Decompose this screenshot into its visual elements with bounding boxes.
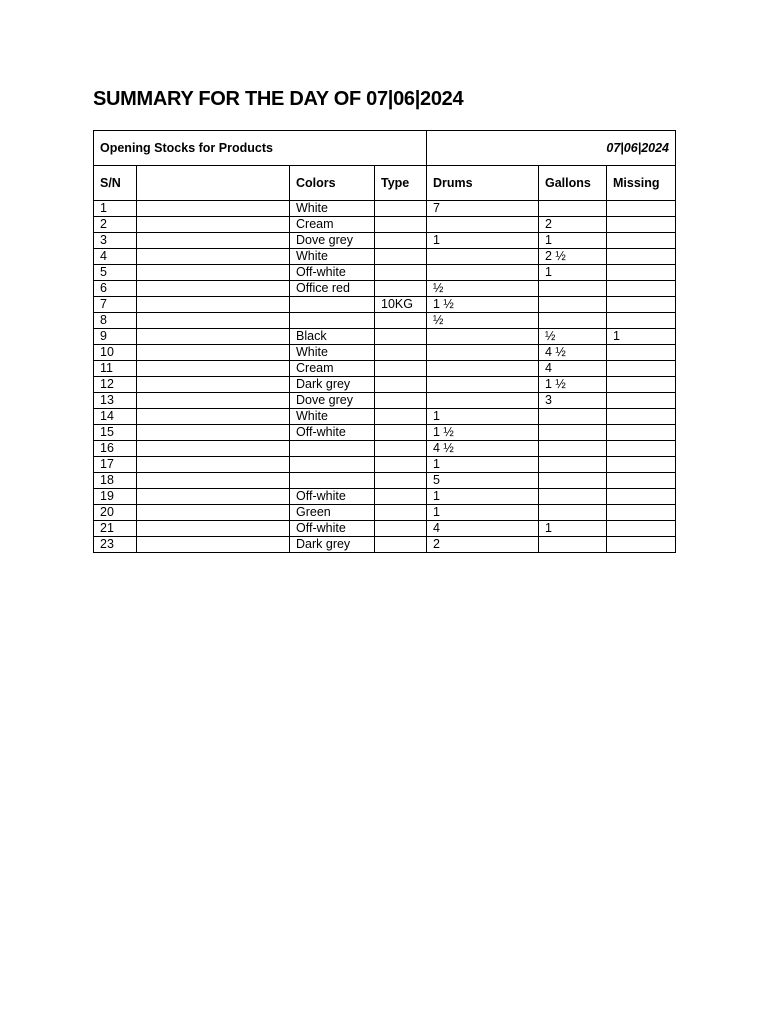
table-row xyxy=(94,217,676,233)
cell-missing xyxy=(607,521,676,537)
cell-gallons: 1 xyxy=(539,233,607,249)
table-row xyxy=(94,265,676,281)
cell-colors xyxy=(290,457,375,473)
cell-sn: 7 xyxy=(94,297,137,313)
cell-sn: 5 xyxy=(94,265,137,281)
cell-missing xyxy=(607,265,676,281)
cell-type xyxy=(375,425,427,441)
cell-type xyxy=(375,473,427,489)
cell-drums: 4 xyxy=(427,521,539,537)
table-row xyxy=(94,201,676,217)
cell-sn: 1 xyxy=(94,201,137,217)
cell-colors: Green xyxy=(290,505,375,521)
cell-gallons: 3 xyxy=(539,393,607,409)
cell-colors: Dark grey xyxy=(290,537,375,553)
cell-sn: 20 xyxy=(94,505,137,521)
cell-missing xyxy=(607,201,676,217)
table-row xyxy=(94,393,676,409)
cell-blank xyxy=(137,345,290,361)
cell-colors: Off-white xyxy=(290,265,375,281)
cell-drums: 1 ½ xyxy=(427,297,539,313)
cell-blank xyxy=(137,249,290,265)
cell-drums xyxy=(427,361,539,377)
cell-drums xyxy=(427,393,539,409)
cell-colors: Cream xyxy=(290,217,375,233)
cell-missing xyxy=(607,457,676,473)
column-header-colors: Colors xyxy=(290,166,375,201)
table-row xyxy=(94,361,676,377)
cell-drums: 1 xyxy=(427,233,539,249)
cell-colors: White xyxy=(290,249,375,265)
cell-gallons xyxy=(539,537,607,553)
table-row xyxy=(94,425,676,441)
cell-sn: 19 xyxy=(94,489,137,505)
table-row xyxy=(94,473,676,489)
cell-blank xyxy=(137,201,290,217)
cell-blank xyxy=(137,361,290,377)
cell-gallons xyxy=(539,297,607,313)
cell-blank xyxy=(137,457,290,473)
cell-type xyxy=(375,409,427,425)
cell-colors: White xyxy=(290,345,375,361)
cell-missing xyxy=(607,425,676,441)
table-caption-row xyxy=(94,131,676,166)
cell-gallons: 1 ½ xyxy=(539,377,607,393)
cell-missing xyxy=(607,537,676,553)
cell-type xyxy=(375,393,427,409)
cell-gallons: 4 xyxy=(539,361,607,377)
cell-type xyxy=(375,457,427,473)
cell-type xyxy=(375,489,427,505)
table-row xyxy=(94,249,676,265)
cell-type xyxy=(375,345,427,361)
table-row xyxy=(94,489,676,505)
table-caption: Opening Stocks for Products xyxy=(94,131,427,166)
table-row xyxy=(94,281,676,297)
column-header-sn: S/N xyxy=(94,166,137,201)
cell-drums xyxy=(427,217,539,233)
cell-blank xyxy=(137,409,290,425)
cell-sn: 9 xyxy=(94,329,137,345)
cell-gallons xyxy=(539,425,607,441)
table-row xyxy=(94,457,676,473)
cell-colors: Dark grey xyxy=(290,377,375,393)
page-title: SUMMARY FOR THE DAY OF 07|06|2024 xyxy=(93,88,464,110)
cell-missing xyxy=(607,489,676,505)
cell-drums: 2 xyxy=(427,537,539,553)
cell-colors xyxy=(290,441,375,457)
cell-missing xyxy=(607,505,676,521)
cell-colors: White xyxy=(290,201,375,217)
cell-drums: 1 xyxy=(427,409,539,425)
cell-blank xyxy=(137,521,290,537)
cell-type xyxy=(375,505,427,521)
table-body xyxy=(94,201,676,553)
cell-type xyxy=(375,281,427,297)
cell-drums: 1 xyxy=(427,489,539,505)
cell-colors: Off-white xyxy=(290,425,375,441)
cell-drums xyxy=(427,265,539,281)
cell-sn: 16 xyxy=(94,441,137,457)
column-header-missing: Missing xyxy=(607,166,676,201)
cell-sn: 15 xyxy=(94,425,137,441)
table-row xyxy=(94,505,676,521)
cell-gallons: 4 ½ xyxy=(539,345,607,361)
cell-missing xyxy=(607,441,676,457)
table-row xyxy=(94,441,676,457)
cell-missing xyxy=(607,233,676,249)
cell-drums: 7 xyxy=(427,201,539,217)
table-row xyxy=(94,313,676,329)
cell-type xyxy=(375,249,427,265)
cell-gallons: ½ xyxy=(539,329,607,345)
cell-blank xyxy=(137,489,290,505)
cell-missing xyxy=(607,393,676,409)
cell-sn: 23 xyxy=(94,537,137,553)
table-row xyxy=(94,409,676,425)
cell-blank xyxy=(137,297,290,313)
cell-colors: Office red xyxy=(290,281,375,297)
cell-missing xyxy=(607,249,676,265)
cell-sn: 21 xyxy=(94,521,137,537)
cell-sn: 11 xyxy=(94,361,137,377)
cell-drums: 1 ½ xyxy=(427,425,539,441)
cell-gallons: 1 xyxy=(539,265,607,281)
cell-type xyxy=(375,441,427,457)
cell-gallons xyxy=(539,313,607,329)
cell-colors xyxy=(290,473,375,489)
table-row xyxy=(94,329,676,345)
cell-colors: Black xyxy=(290,329,375,345)
column-header-drums: Drums xyxy=(427,166,539,201)
cell-missing xyxy=(607,409,676,425)
table-row xyxy=(94,521,676,537)
cell-sn: 8 xyxy=(94,313,137,329)
cell-blank xyxy=(137,265,290,281)
cell-gallons xyxy=(539,201,607,217)
cell-blank xyxy=(137,537,290,553)
cell-type xyxy=(375,233,427,249)
cell-missing xyxy=(607,281,676,297)
cell-colors xyxy=(290,313,375,329)
table-row xyxy=(94,233,676,249)
cell-drums xyxy=(427,345,539,361)
cell-blank xyxy=(137,233,290,249)
cell-gallons: 2 ½ xyxy=(539,249,607,265)
cell-missing xyxy=(607,297,676,313)
cell-drums xyxy=(427,329,539,345)
cell-gallons xyxy=(539,281,607,297)
cell-gallons: 1 xyxy=(539,521,607,537)
cell-gallons xyxy=(539,473,607,489)
cell-type xyxy=(375,217,427,233)
table-row xyxy=(94,537,676,553)
cell-type xyxy=(375,201,427,217)
cell-drums: ½ xyxy=(427,313,539,329)
cell-sn: 4 xyxy=(94,249,137,265)
cell-colors xyxy=(290,297,375,313)
opening-stocks-table xyxy=(93,130,676,553)
cell-blank xyxy=(137,393,290,409)
cell-blank xyxy=(137,377,290,393)
cell-drums: 4 ½ xyxy=(427,441,539,457)
cell-gallons xyxy=(539,489,607,505)
cell-missing xyxy=(607,217,676,233)
cell-blank xyxy=(137,281,290,297)
cell-drums: 1 xyxy=(427,505,539,521)
cell-type xyxy=(375,265,427,281)
cell-colors: Off-white xyxy=(290,521,375,537)
cell-blank xyxy=(137,217,290,233)
cell-type xyxy=(375,313,427,329)
cell-sn: 14 xyxy=(94,409,137,425)
cell-drums: 5 xyxy=(427,473,539,489)
cell-missing xyxy=(607,345,676,361)
cell-type xyxy=(375,361,427,377)
cell-drums: ½ xyxy=(427,281,539,297)
cell-gallons xyxy=(539,505,607,521)
cell-missing xyxy=(607,361,676,377)
cell-missing xyxy=(607,377,676,393)
cell-sn: 3 xyxy=(94,233,137,249)
cell-blank xyxy=(137,329,290,345)
cell-missing xyxy=(607,473,676,489)
cell-type xyxy=(375,521,427,537)
cell-gallons xyxy=(539,457,607,473)
table-row xyxy=(94,377,676,393)
cell-blank xyxy=(137,425,290,441)
cell-type xyxy=(375,377,427,393)
cell-type: 10KG xyxy=(375,297,427,313)
cell-gallons: 2 xyxy=(539,217,607,233)
cell-drums xyxy=(427,249,539,265)
table-date: 07|06|2024 xyxy=(427,131,676,166)
cell-sn: 13 xyxy=(94,393,137,409)
column-header-type: Type xyxy=(375,166,427,201)
cell-sn: 12 xyxy=(94,377,137,393)
cell-drums: 1 xyxy=(427,457,539,473)
cell-blank xyxy=(137,473,290,489)
cell-gallons xyxy=(539,441,607,457)
cell-colors: Cream xyxy=(290,361,375,377)
cell-blank xyxy=(137,313,290,329)
table-row xyxy=(94,345,676,361)
table-header-row xyxy=(94,166,676,201)
cell-colors: Off-white xyxy=(290,489,375,505)
cell-type xyxy=(375,537,427,553)
table-row xyxy=(94,297,676,313)
cell-blank xyxy=(137,441,290,457)
cell-sn: 10 xyxy=(94,345,137,361)
cell-blank xyxy=(137,505,290,521)
cell-colors: Dove grey xyxy=(290,233,375,249)
cell-missing: 1 xyxy=(607,329,676,345)
cell-sn: 17 xyxy=(94,457,137,473)
cell-type xyxy=(375,329,427,345)
cell-gallons xyxy=(539,409,607,425)
cell-missing xyxy=(607,313,676,329)
cell-colors: White xyxy=(290,409,375,425)
cell-sn: 6 xyxy=(94,281,137,297)
cell-sn: 2 xyxy=(94,217,137,233)
column-header-blank xyxy=(137,166,290,201)
cell-drums xyxy=(427,377,539,393)
column-header-gallons: Gallons xyxy=(539,166,607,201)
cell-sn: 18 xyxy=(94,473,137,489)
cell-colors: Dove grey xyxy=(290,393,375,409)
